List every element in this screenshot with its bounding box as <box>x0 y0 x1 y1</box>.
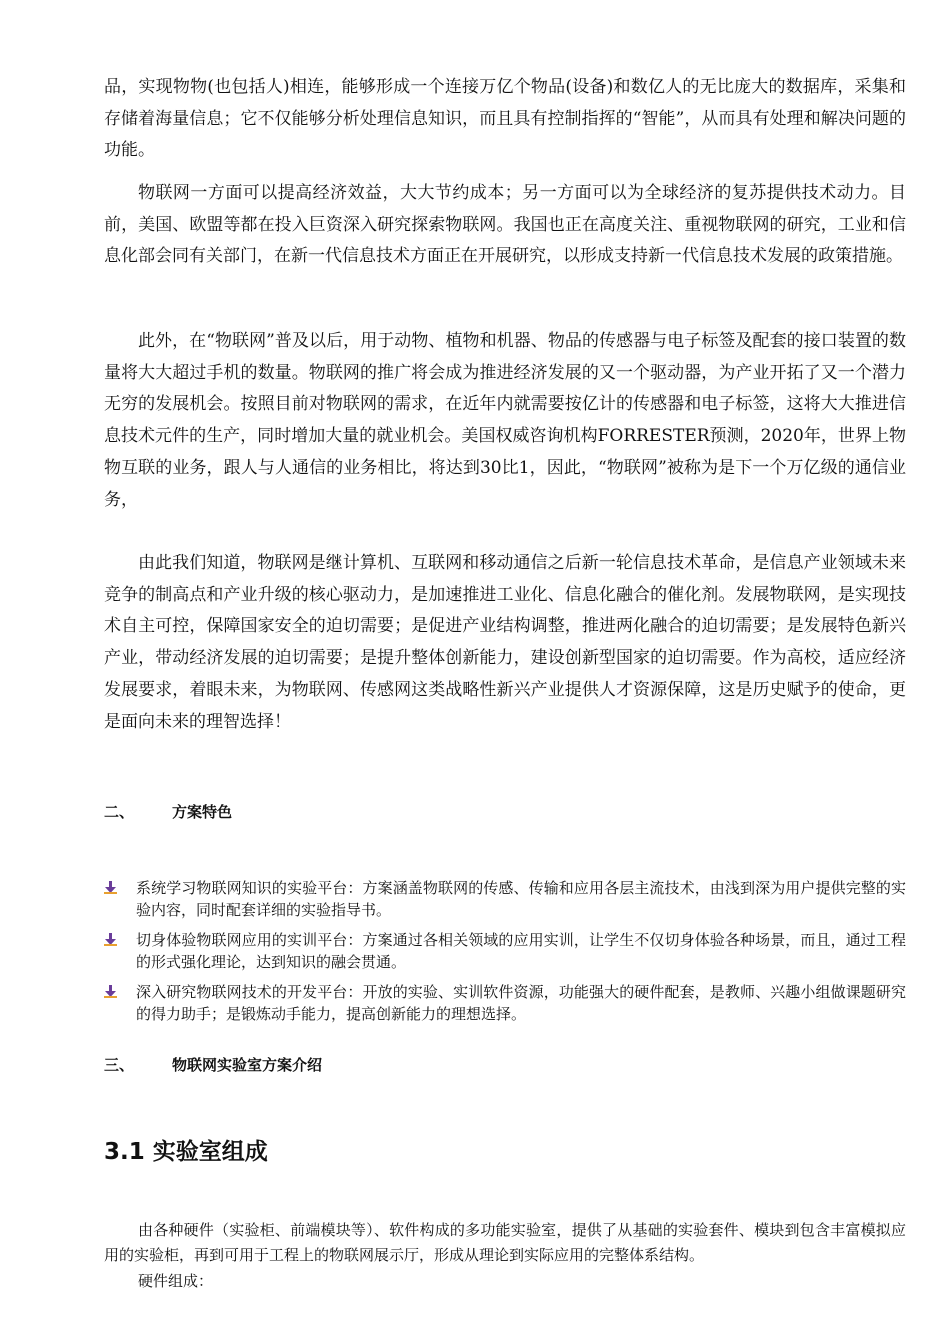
list-item <box>104 929 906 973</box>
section-title: 物联网实验室方案介绍 <box>172 1056 323 1074</box>
list-item <box>104 877 906 921</box>
paragraph-lab-description: 由各种硬件（实验柜、前端模块等）、软件构成的多功能实验室，提供了从基础的实验套件、模块到包含丰富模拟应用的实验柜，再到可用于工程上的物联网展示厅，形成从理论到实际应用的完整体系结构。 <box>104 1221 906 1264</box>
subsection-title-lab-composition: 3.1 实验室组成 <box>104 1139 268 1165</box>
feature-text: 切身体验物联网应用的实训平台：方案通过各相关领域的应用实训，让学生不仅切身体验各种场景，而且，通过工程的形式强化理论，达到知识的融会贯通。 <box>136 931 906 971</box>
paragraph-conclusion: 由此我们知道，物联网是继计算机、互联网和移动通信之后新一轮信息技术革命，是信息产业领域未来竞争的制高点和产业升级的核心驱动力，是加速推进工业化、信息化融合的催化剂。发展物联网，是实现技术自主可控，保障国家安全的迫切需要；是促进产业结构调整，推进两化融合的迫切需要；是发展特色新兴产业，带动经济发展的迫切需要；是提升整体创新能力，建设创新型国家的迫切需要。作为高校，适应经济发展要求，着眼未来，为物联网、传感网这类战略性新兴产业提供人才资源保障，这是历史赋予的使命，更是面向未来的理智选择！ <box>104 553 906 732</box>
arrow-bullet-icon <box>104 881 117 894</box>
paragraph-iot-intro-continued: 品，实现物物(也包括人)相连，能够形成一个连接万亿个物品(设备)和数亿人的无比庞大的数据库，采集和存储着海量信息；它不仅能够分析处理信息知识，而且具有控制指挥的“智能”，从而具有处理和解决问题的功能。 <box>104 77 906 161</box>
section-number: 二、 <box>104 803 135 821</box>
paragraph-sensor-outlook: 此外，在“物联网”普及以后，用于动物、植物和机器、物品的传感器与电子标签及配套的接口装置的数量将大大超过手机的数量。物联网的推广将会成为推进经济发展的又一个驱动器，为产业开拓了又一个潜力无穷的发展机会。按照目前对物联网的需求，在近年内就需要按亿计的传感器和电子标签，这将大大推进信息技术元件的生产，同时增加大量的就业机会。美国权威咨询机构FORRESTER预测，2020年，世界上物物互联的业务，跟人与人通信的业务相比，将达到30比1，因此，“物联网”被称为是下一个万亿级的通信业务， <box>104 331 906 510</box>
paragraph-economic-benefits: 物联网一方面可以提高经济效益，大大节约成本；另一方面可以为全球经济的复苏提供技术动力。目前，美国、欧盟等都在投入巨资深入研究探索物联网。我国也正在高度关注、重视物联网的研究，工业和信息化部会同有关部门，在新一代信息技术方面正在开展研究，以形成支持新一代信息技术发展的政策措施。 <box>104 183 906 267</box>
section-title: 方案特色 <box>172 803 233 821</box>
feature-text: 系统学习物联网知识的实验平台：方案涵盖物联网的传感、传输和应用各层主流技术，由浅到深为用户提供完整的实验内容，同时配套详细的实验指导书。 <box>136 879 906 919</box>
arrow-bullet-icon <box>104 985 117 998</box>
feature-list <box>104 877 906 1033</box>
list-item <box>104 981 906 1025</box>
arrow-bullet-icon <box>104 933 117 946</box>
feature-text: 深入研究物联网技术的开发平台：开放的实验、实训软件资源，功能强大的硬件配套，是教师、兴趣小组做课题研究的得力助手；是锻炼动手能力，提高创新能力的理想选择。 <box>136 983 906 1023</box>
section-heading-lab-intro <box>104 1055 322 1075</box>
section-number: 三、 <box>104 1056 135 1074</box>
hardware-label: 硬件组成： <box>138 1272 214 1290</box>
section-heading-features <box>104 802 232 822</box>
